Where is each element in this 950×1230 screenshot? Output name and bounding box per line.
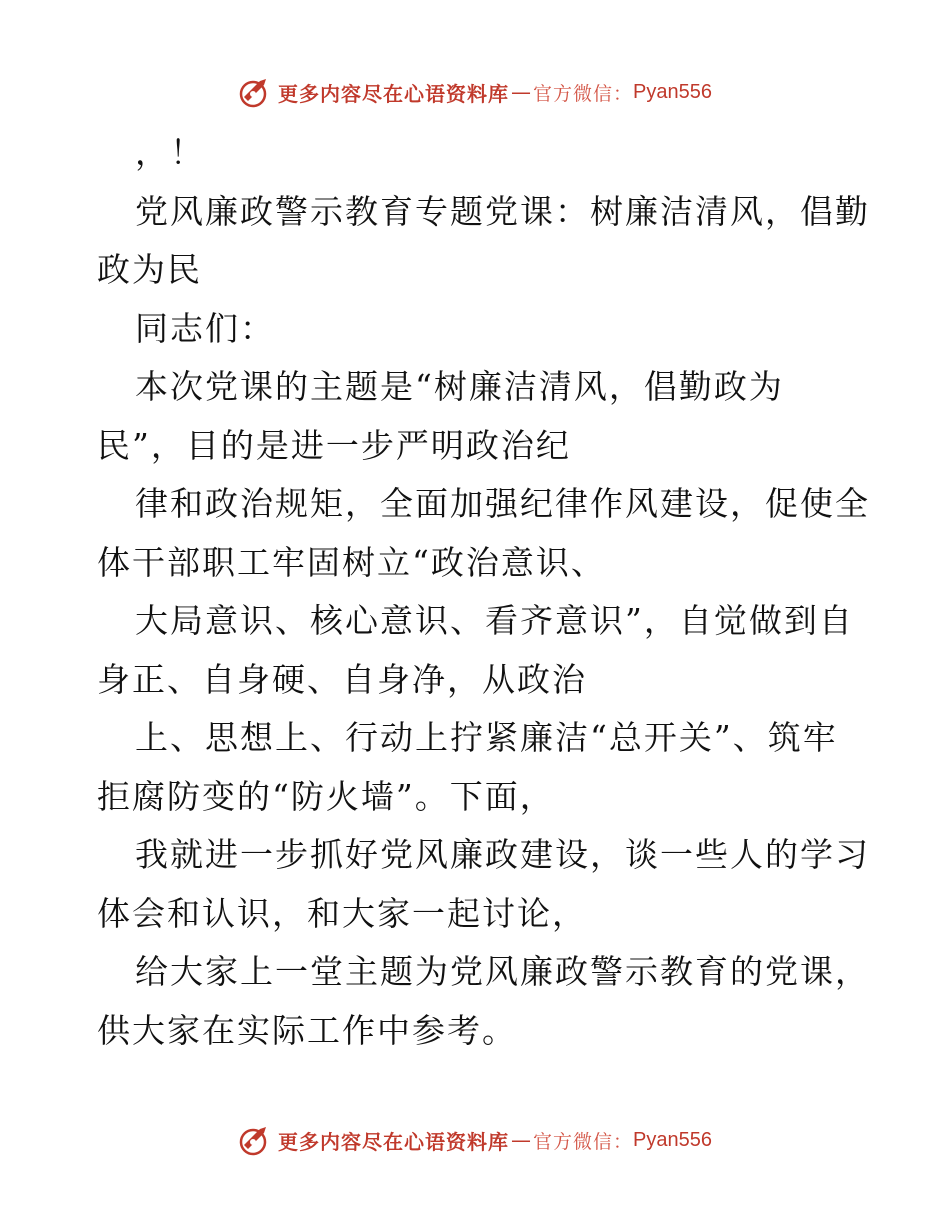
header-banner [0, 72, 950, 112]
banner-wechat-label: 官方微信： [533, 1130, 634, 1153]
body-line: 体会和认识，和大家一起讨论， [97, 893, 587, 933]
salutation: 同志们： [135, 308, 275, 348]
pen-nib-logo-icon [238, 1123, 272, 1157]
banner-wechat-label: 官方微信： [533, 82, 634, 105]
body-line: 身正、自身硬、自身净，从政治 [97, 659, 587, 699]
banner-wechat-id: Pyan556 [633, 1128, 712, 1151]
body-line: 供大家在实际工作中参考。 [97, 1010, 517, 1050]
document-body [97, 124, 870, 1060]
document-title-cont: 政为民 [97, 250, 202, 289]
body-line: 给大家上一堂主题为党风廉政警示教育的党课， [135, 952, 870, 991]
body-line: 大局意识、核心意识、看齐意识”，自觉做到自 [135, 601, 854, 640]
body-line: 上、思想上、行动上拧紧廉洁“总开关”、筑牢 [135, 718, 838, 757]
body-line: 本次党课的主题是“树廉洁清风，倡勤政为 [135, 367, 784, 406]
banner-wechat-id: Pyan556 [633, 80, 712, 103]
body-line: 体干部职工牢固树立“政治意识、 [97, 542, 606, 582]
footer-banner [0, 1120, 950, 1160]
banner-site-text: 更多内容尽在心语资料库 [278, 1129, 509, 1154]
banner-dash: — [511, 1128, 531, 1152]
document-title: 党风廉政警示教育专题党课：树廉洁清风，倡勤 [135, 191, 870, 231]
banner-site-text: 更多内容尽在心语资料库 [278, 81, 509, 106]
body-line: 民”，目的是进一步严明政治纪 [97, 425, 571, 465]
body-line: 拒腐防变的“防火墙”。下面， [97, 776, 555, 816]
banner-dash: — [511, 80, 531, 104]
body-line: 我就进一步抓好党风廉政建设，谈一些人的学习 [135, 835, 870, 874]
body-line: 律和政治规矩，全面加强纪律作风建设，促使全 [135, 484, 870, 523]
body-line: ，！ [135, 133, 205, 172]
pen-nib-logo-icon [238, 75, 272, 109]
